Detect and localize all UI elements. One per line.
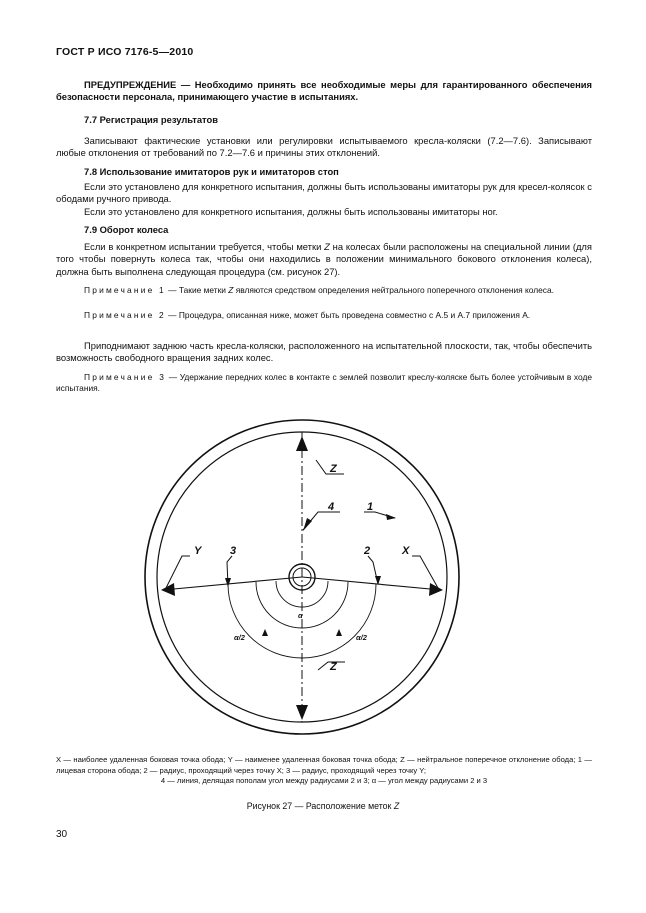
label-half-left: α/2	[234, 633, 245, 642]
radius-2-line	[302, 577, 441, 590]
warning-text: Необходимо принять все необходимые меры для гарантированного обеспечения безопасности персонала, принимающего участие в испытаниях.	[56, 79, 593, 103]
note-1: Примечание 1 — Такие метки Z являются средством определения нейтрального поперечного отклонения колеса.	[84, 285, 554, 295]
arrow-z-bottom	[296, 705, 308, 720]
section-7-8-heading: 7.8 Использование имитаторов рук и имитаторов стоп	[84, 166, 339, 177]
label-z-top: Z	[330, 463, 337, 475]
label-alpha: α	[298, 611, 303, 620]
arrow-z-top	[296, 436, 308, 451]
arrow-1	[386, 514, 396, 520]
note-2: Примечание 2 — Процедура, описанная ниже, может быть проведена совместно с А.5 и А.7 приложения А.	[84, 310, 531, 320]
label-x: X	[402, 545, 410, 557]
label-3: 3	[230, 545, 237, 557]
leader-x	[412, 556, 438, 588]
arrow-4	[303, 518, 312, 531]
radius-3-line	[163, 577, 302, 590]
figure-legend	[56, 755, 592, 787]
arrow-3	[225, 578, 231, 587]
label-half-right: α/2	[356, 633, 367, 642]
section-7-9-paragraph-1: Если в конкретном испытании требуется, чтобы метки Z на колесах были расположены на специальной линии (для того чтобы повернуть колеса так, чтобы они находились в положении минимального бокового отклонения колеса), должна быть выполнена следующая процедура (см. рисунок 27).	[56, 241, 592, 277]
tick-half-right	[336, 629, 342, 636]
page-number: 30	[56, 829, 68, 840]
figure-caption: Рисунок 27 — Расположение меток Z	[246, 801, 400, 811]
section-7-9-paragraph-2: Приподнимают заднюю часть кресла-коляски, расположенного на испытательной плоскости, так, чтобы обеспечить возможность свободного вращения задних колес.	[56, 340, 592, 364]
standard-header: ГОСТ Р ИСО 7176-5—2010	[56, 46, 194, 58]
label-1: 1	[367, 501, 374, 513]
leader-y	[166, 556, 190, 588]
label-z-bottom: Z	[330, 661, 337, 673]
section-7-7-paragraph: Записывают фактические установки или регулировки испытываемого кресла-коляски (7.2—7.6). Записывают любые отклонения от требований по 7.2—7.6 и причины этих отклонений.	[56, 135, 592, 159]
section-7-7-heading: 7.7 Регистрация результатов	[84, 114, 218, 125]
label-2: 2	[364, 545, 371, 557]
warning-label: ПРЕДУПРЕЖДЕНИЕ —	[84, 79, 191, 90]
s78-p1: Если это установлено для конкретного испытания, должны быть использованы имитаторы рук для кресел-колясок с ободами ручного привода.	[56, 181, 592, 205]
legend-line-2: 4 — линия, делящая пополам угол между радиусами 2 и 3; α — угол между радиусами 2 и 3	[160, 776, 488, 786]
legend-line-1: X — наиболее удаленная боковая точка обода; Y — наименее удаленная боковая точка обода; Z — нейтральное поперечное отклонение обода; 1 — лицевая сторона обода; 2 — радиус, проходящий через точку X; 3 — радиус, проходящий через точку Y;	[56, 755, 592, 775]
label-y: Y	[194, 545, 202, 557]
section-7-9-heading: 7.9 Оборот колеса	[84, 224, 169, 235]
label-4: 4	[328, 501, 335, 513]
note-3: Примечание 3 — Удержание передних колес в контакте с землей позволит креслу-коляске быть более устойчивым в ходе испытания.	[56, 372, 593, 394]
tick-half-left	[262, 629, 268, 636]
s78-p2: Если это установлено для конкретного испытания, должны быть использованы имитаторы ног.	[84, 205, 498, 217]
